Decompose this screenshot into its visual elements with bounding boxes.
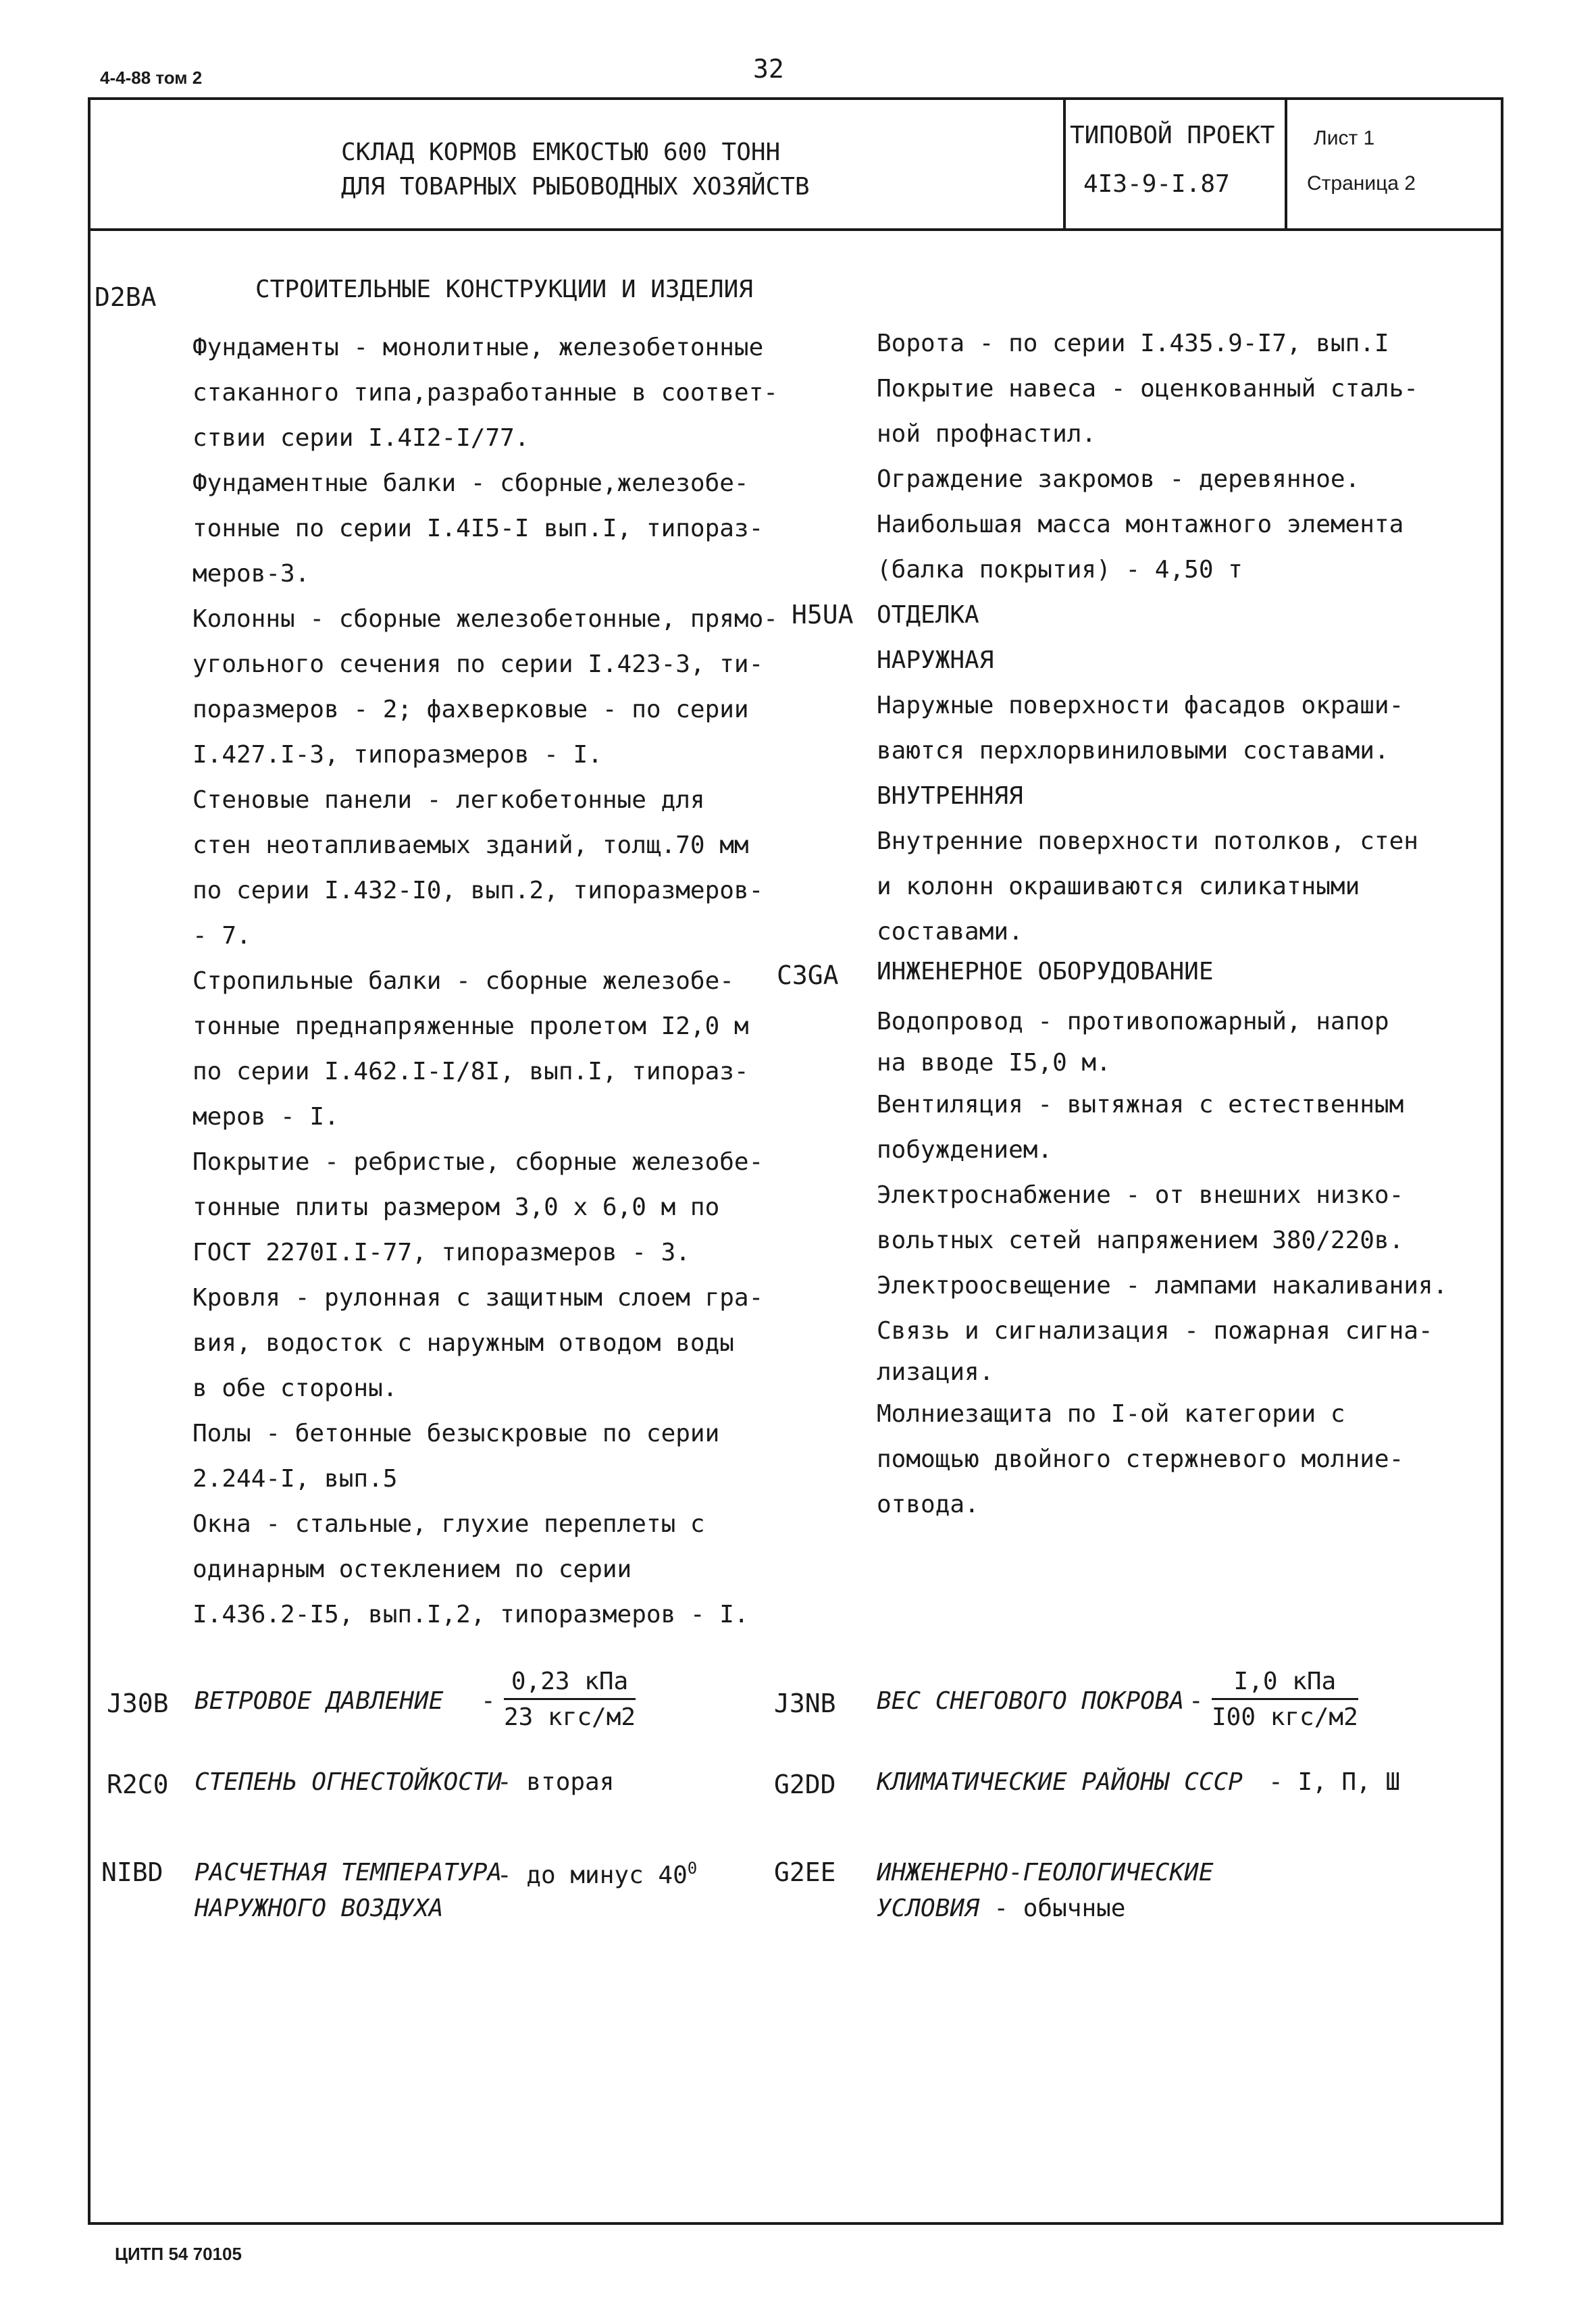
text-line: Водопровод - противопожарный, напор — [877, 1008, 1389, 1035]
text-line: тонные по серии I.4I5-I вып.I, типораз- — [192, 515, 764, 542]
text-line: Внутренние поверхности потолков, стен — [877, 827, 1418, 855]
construction-right-column — [877, 321, 1418, 592]
design-temperature-label: РАСЧЕТНАЯ ТЕМПЕРАТУРА — [195, 1859, 503, 1886]
text-line: ной профнастил. — [877, 420, 1097, 448]
text-line: лизация. — [877, 1358, 994, 1386]
text-line: Связь и сигнализация - пожарная сигна- — [877, 1317, 1433, 1345]
wind-pressure-dash: - — [481, 1687, 496, 1715]
sheet-label: Лист 1 — [1314, 127, 1375, 149]
text-line: I.427.I-3, типоразмеров - I. — [192, 741, 602, 769]
subsection-title-exterior: НАРУЖНАЯ — [877, 646, 994, 674]
snow-load-value — [1212, 1666, 1358, 1735]
doc-reference: 4-4-88 том 2 — [100, 68, 203, 88]
param-code-g2dd: G2DD — [774, 1770, 836, 1799]
text-line: побуждением. — [877, 1136, 1053, 1164]
geology-label-line1: ИНЖЕНЕРНО-ГЕОЛОГИЧЕСКИЕ — [877, 1859, 1214, 1886]
project-number: 4I3-9-I.87 — [1083, 170, 1230, 198]
wind-pressure-denominator: 23 кгс/м2 — [504, 1703, 636, 1731]
page-label: Страница 2 — [1307, 172, 1416, 195]
param-code-r2c0: R2C0 — [107, 1770, 169, 1799]
text-line: Фундаментные балки - сборные,железобе- — [192, 469, 749, 497]
geology-value: - обычные — [994, 1895, 1126, 1922]
text-line: Стропильные балки - сборные железобе- — [192, 967, 734, 995]
text-line: меров - I. — [192, 1103, 339, 1131]
snow-load-denominator: I00 кгс/м2 — [1212, 1703, 1358, 1731]
text-line: вольтных сетей напряжением 380/220в. — [877, 1227, 1404, 1254]
wind-pressure-numerator: 0,23 кПа — [504, 1666, 636, 1700]
text-line: по серии I.432-I0, вып.2, типоразмеров- — [192, 877, 764, 904]
project-label: ТИПОВОЙ ПРОЕКТ — [1070, 122, 1275, 149]
text-line: Кровля - рулонная с защитным слоем гра- — [192, 1284, 764, 1312]
climate-regions-label: КЛИМАТИЧЕСКИЕ РАЙОНЫ СССР — [877, 1768, 1243, 1796]
title-block-divider-2 — [1285, 97, 1287, 230]
snow-load-label: ВЕС СНЕГОВОГО ПОКРОВА — [877, 1687, 1185, 1715]
degree-sign: 0 — [687, 1859, 698, 1878]
text-line: Электроснабжение - от внешних низко- — [877, 1181, 1404, 1209]
text-line: Наибольшая масса монтажного элемента — [877, 511, 1404, 538]
title-block-divider-1 — [1063, 97, 1066, 230]
finishing-section — [877, 592, 1418, 954]
text-line: одинарным остеклением по серии — [192, 1555, 632, 1583]
section-title-engineering: ИНЖЕНЕРНОЕ ОБОРУДОВАНИЕ — [877, 958, 1214, 985]
document-title-line2: ДЛЯ ТОВАРНЫХ РЫБОВОДНЫХ ХОЗЯЙСТВ — [341, 173, 810, 201]
text-line: на вводе I5,0 м. — [877, 1049, 1111, 1077]
text-line: тонные преднапряженные пролетом I2,0 м — [192, 1012, 749, 1040]
wind-pressure-label: ВЕТРОВОЕ ДАВЛЕНИЕ — [195, 1687, 444, 1715]
title-block-bottom-rule — [88, 228, 1503, 231]
text-line: отвода. — [877, 1491, 979, 1518]
subsection-title-interior: ВНУТРЕННЯЯ — [877, 782, 1023, 810]
section-code-d2ba: D2BA — [95, 282, 157, 312]
design-temperature-value — [497, 1859, 697, 1889]
footer-stamp: ЦИТП 54 70105 — [115, 2244, 242, 2264]
section-title-construction: СТРОИТЕЛЬНЫЕ КОНСТРУКЦИИ И ИЗДЕЛИЯ — [255, 276, 753, 303]
param-code-n1bd: NIBD — [101, 1857, 163, 1887]
text-line: помощью двойного стержневого молние- — [877, 1445, 1404, 1473]
snow-load-numerator: I,0 кПа — [1212, 1666, 1358, 1700]
section-code-h5ua: H5UA — [792, 600, 854, 629]
text-line: Полы - бетонные безыскровые по серии — [192, 1420, 720, 1447]
climate-regions-value: - I, П, Ш — [1268, 1768, 1401, 1796]
text-line: Молниезащита по I-ой категории с — [877, 1400, 1345, 1428]
text-line: стаканного типа,разработанные в соответ- — [192, 379, 778, 407]
text-line: Ограждение закромов - деревянное. — [877, 465, 1360, 493]
text-line: I.436.2-I5, вып.I,2, типоразмеров - I. — [192, 1601, 749, 1628]
construction-left-column — [192, 325, 778, 1637]
fire-resistance-label: СТЕПЕНЬ ОГНЕСТОЙКОСТИ — [195, 1768, 503, 1796]
text-line: Вентиляция - вытяжная с естественным — [877, 1091, 1404, 1119]
text-line: Покрытие навеса - оценкованный сталь- — [877, 375, 1418, 403]
text-line: составами. — [877, 918, 1023, 946]
geology-label-line2 — [877, 1895, 1125, 1922]
geology-label: УСЛОВИЯ — [877, 1895, 979, 1922]
fire-resistance-value: - вторая — [497, 1768, 615, 1796]
text-line: ГОСТ 2270I.I-77, типоразмеров - 3. — [192, 1239, 690, 1266]
text-line: меров-3. — [192, 560, 310, 588]
param-code-j3nb: J3NB — [774, 1689, 836, 1718]
design-temperature-number: - до минус 40 — [497, 1861, 688, 1889]
text-line: Ворота - по серии I.435.9-I7, вып.I — [877, 330, 1389, 357]
text-line: ствии серии I.4I2-I/77. — [192, 424, 530, 452]
text-line: тонные плиты размером 3,0 х 6,0 м по — [192, 1193, 720, 1221]
page-number: 32 — [753, 54, 784, 84]
text-line: в обе стороны. — [192, 1374, 398, 1402]
text-line: вия, водосток с наружным отводом воды — [192, 1329, 734, 1357]
document-title-line1: СКЛАД КОРМОВ ЕМКОСТЬЮ 600 ТОНН — [341, 138, 781, 166]
design-temperature-label-line2: НАРУЖНОГО ВОЗДУХА — [195, 1895, 444, 1922]
text-line: Электроосвещение - лампами накаливания. — [877, 1272, 1448, 1300]
text-line: поразмеров - 2; фахверковые - по серии — [192, 696, 749, 723]
text-line: Покрытие - ребристые, сборные железобе- — [192, 1148, 764, 1176]
text-line: ваются перхлорвиниловыми составами. — [877, 737, 1389, 765]
engineering-lines — [877, 999, 1447, 1527]
text-line: - 7. — [192, 922, 251, 950]
text-line: Окна - стальные, глухие переплеты с — [192, 1510, 705, 1538]
text-line: и колонн окрашиваются силикатными — [877, 873, 1360, 900]
snow-load-dash: - — [1189, 1687, 1204, 1715]
text-line: Фундаменты - монолитные, железобетонные — [192, 334, 764, 361]
param-code-g2ee: G2EE — [774, 1857, 836, 1887]
section-code-c3ga: C3GA — [777, 960, 839, 990]
text-line: Колонны - сборные железобетонные, прямо- — [192, 605, 778, 633]
wind-pressure-value — [504, 1666, 636, 1735]
text-line: Стеновые панели - легкобетонные для — [192, 786, 705, 814]
text-line: 2.244-I, вып.5 — [192, 1465, 398, 1493]
text-line: угольного сечения по серии I.423-3, ти- — [192, 650, 764, 678]
section-title-finishing: ОТДЕЛКА — [877, 601, 979, 629]
text-line: Наружные поверхности фасадов окраши- — [877, 692, 1404, 719]
text-line: стен неотапливаемых зданий, толщ.70 мм — [192, 831, 749, 859]
text-line: (балка покрытия) - 4,50 т — [877, 556, 1243, 584]
text-line: по серии I.462.I-I/8I, вып.I, типораз- — [192, 1058, 749, 1085]
param-code-j30b: J30B — [107, 1689, 169, 1718]
